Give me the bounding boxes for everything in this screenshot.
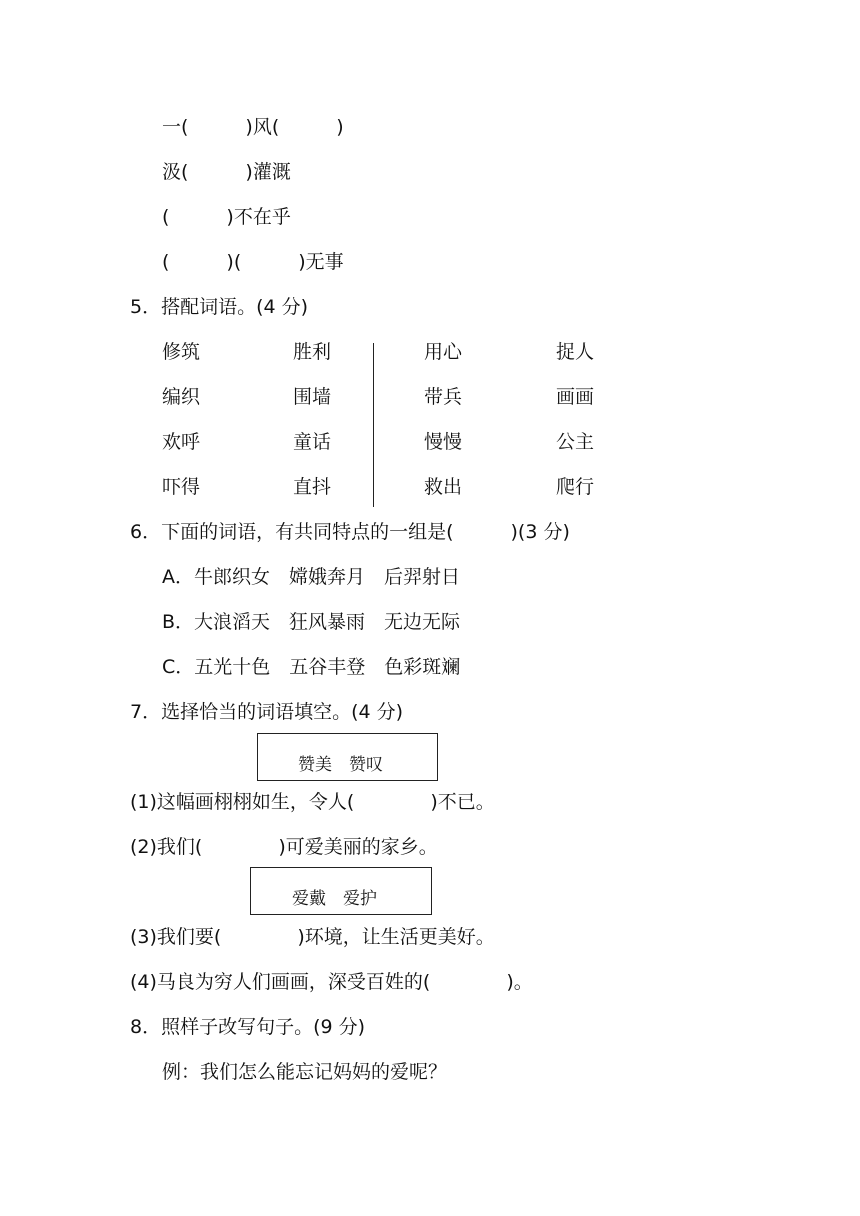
q7-item-1: (1)这幅画栩栩如生，令人( )不已。	[130, 791, 495, 813]
q6-title: 6．下面的词语，有共同特点的一组是( )(3 分)	[130, 521, 570, 543]
q5-left-match: 童话	[293, 431, 332, 453]
q5-left-word: 编织	[162, 386, 201, 408]
idiom-line-3: ( )不在乎	[162, 206, 291, 228]
q5-right-match: 爬行	[556, 476, 595, 498]
idiom-line-1: 一( )风( )	[162, 116, 344, 138]
q6-option-b: B．大浪滔天 狂风暴雨 无边无际	[162, 611, 461, 633]
q7-item-2: (2)我们( )可爱美丽的家乡。	[130, 836, 438, 858]
q5-left-match: 围墙	[293, 386, 332, 408]
q5-title: 5．搭配词语。(4 分)	[130, 296, 309, 318]
q5-left-word: 欢呼	[162, 431, 201, 453]
idiom-line-2: 汲( )灌溉	[162, 161, 291, 183]
q6-option-c: C．五光十色 五谷丰登 色彩斑斓	[162, 656, 461, 678]
q5-right-word: 慢慢	[424, 431, 463, 453]
q7-item-4: (4)马良为穷人们画画，深受百姓的( )。	[130, 971, 533, 993]
q7-word-box-2-text: 爱戴 爱护	[292, 889, 377, 909]
q5-right-word: 用心	[424, 341, 463, 363]
q5-right-match: 捉人	[556, 341, 595, 363]
q5-right-match: 画画	[556, 386, 595, 408]
q7-word-box-1-text: 赞美 赞叹	[298, 755, 383, 775]
q7-item-3: (3)我们要( )环境，让生活更美好。	[130, 926, 495, 948]
q5-right-match: 公主	[556, 431, 595, 453]
q5-right-word: 救出	[424, 476, 463, 498]
q5-left-match: 直抖	[293, 476, 332, 498]
q5-right-word: 带兵	[424, 386, 463, 408]
q8-example: 例：我们怎么能忘记妈妈的爱呢？	[162, 1061, 448, 1083]
q5-left-match: 胜利	[293, 341, 332, 363]
q5-divider-line	[373, 343, 374, 507]
q7-word-box-2	[250, 867, 432, 915]
q8-title: 8．照样子改写句子。(9 分)	[130, 1016, 366, 1038]
q7-title: 7．选择恰当的词语填空。(4 分)	[130, 701, 404, 723]
q5-left-word: 吓得	[162, 476, 201, 498]
q6-option-a: A．牛郎织女 嫦娥奔月 后羿射日	[162, 566, 460, 588]
q7-word-box-1	[257, 733, 438, 781]
idiom-line-4: ( )( )无事	[162, 251, 344, 273]
q5-left-word: 修筑	[162, 341, 201, 363]
